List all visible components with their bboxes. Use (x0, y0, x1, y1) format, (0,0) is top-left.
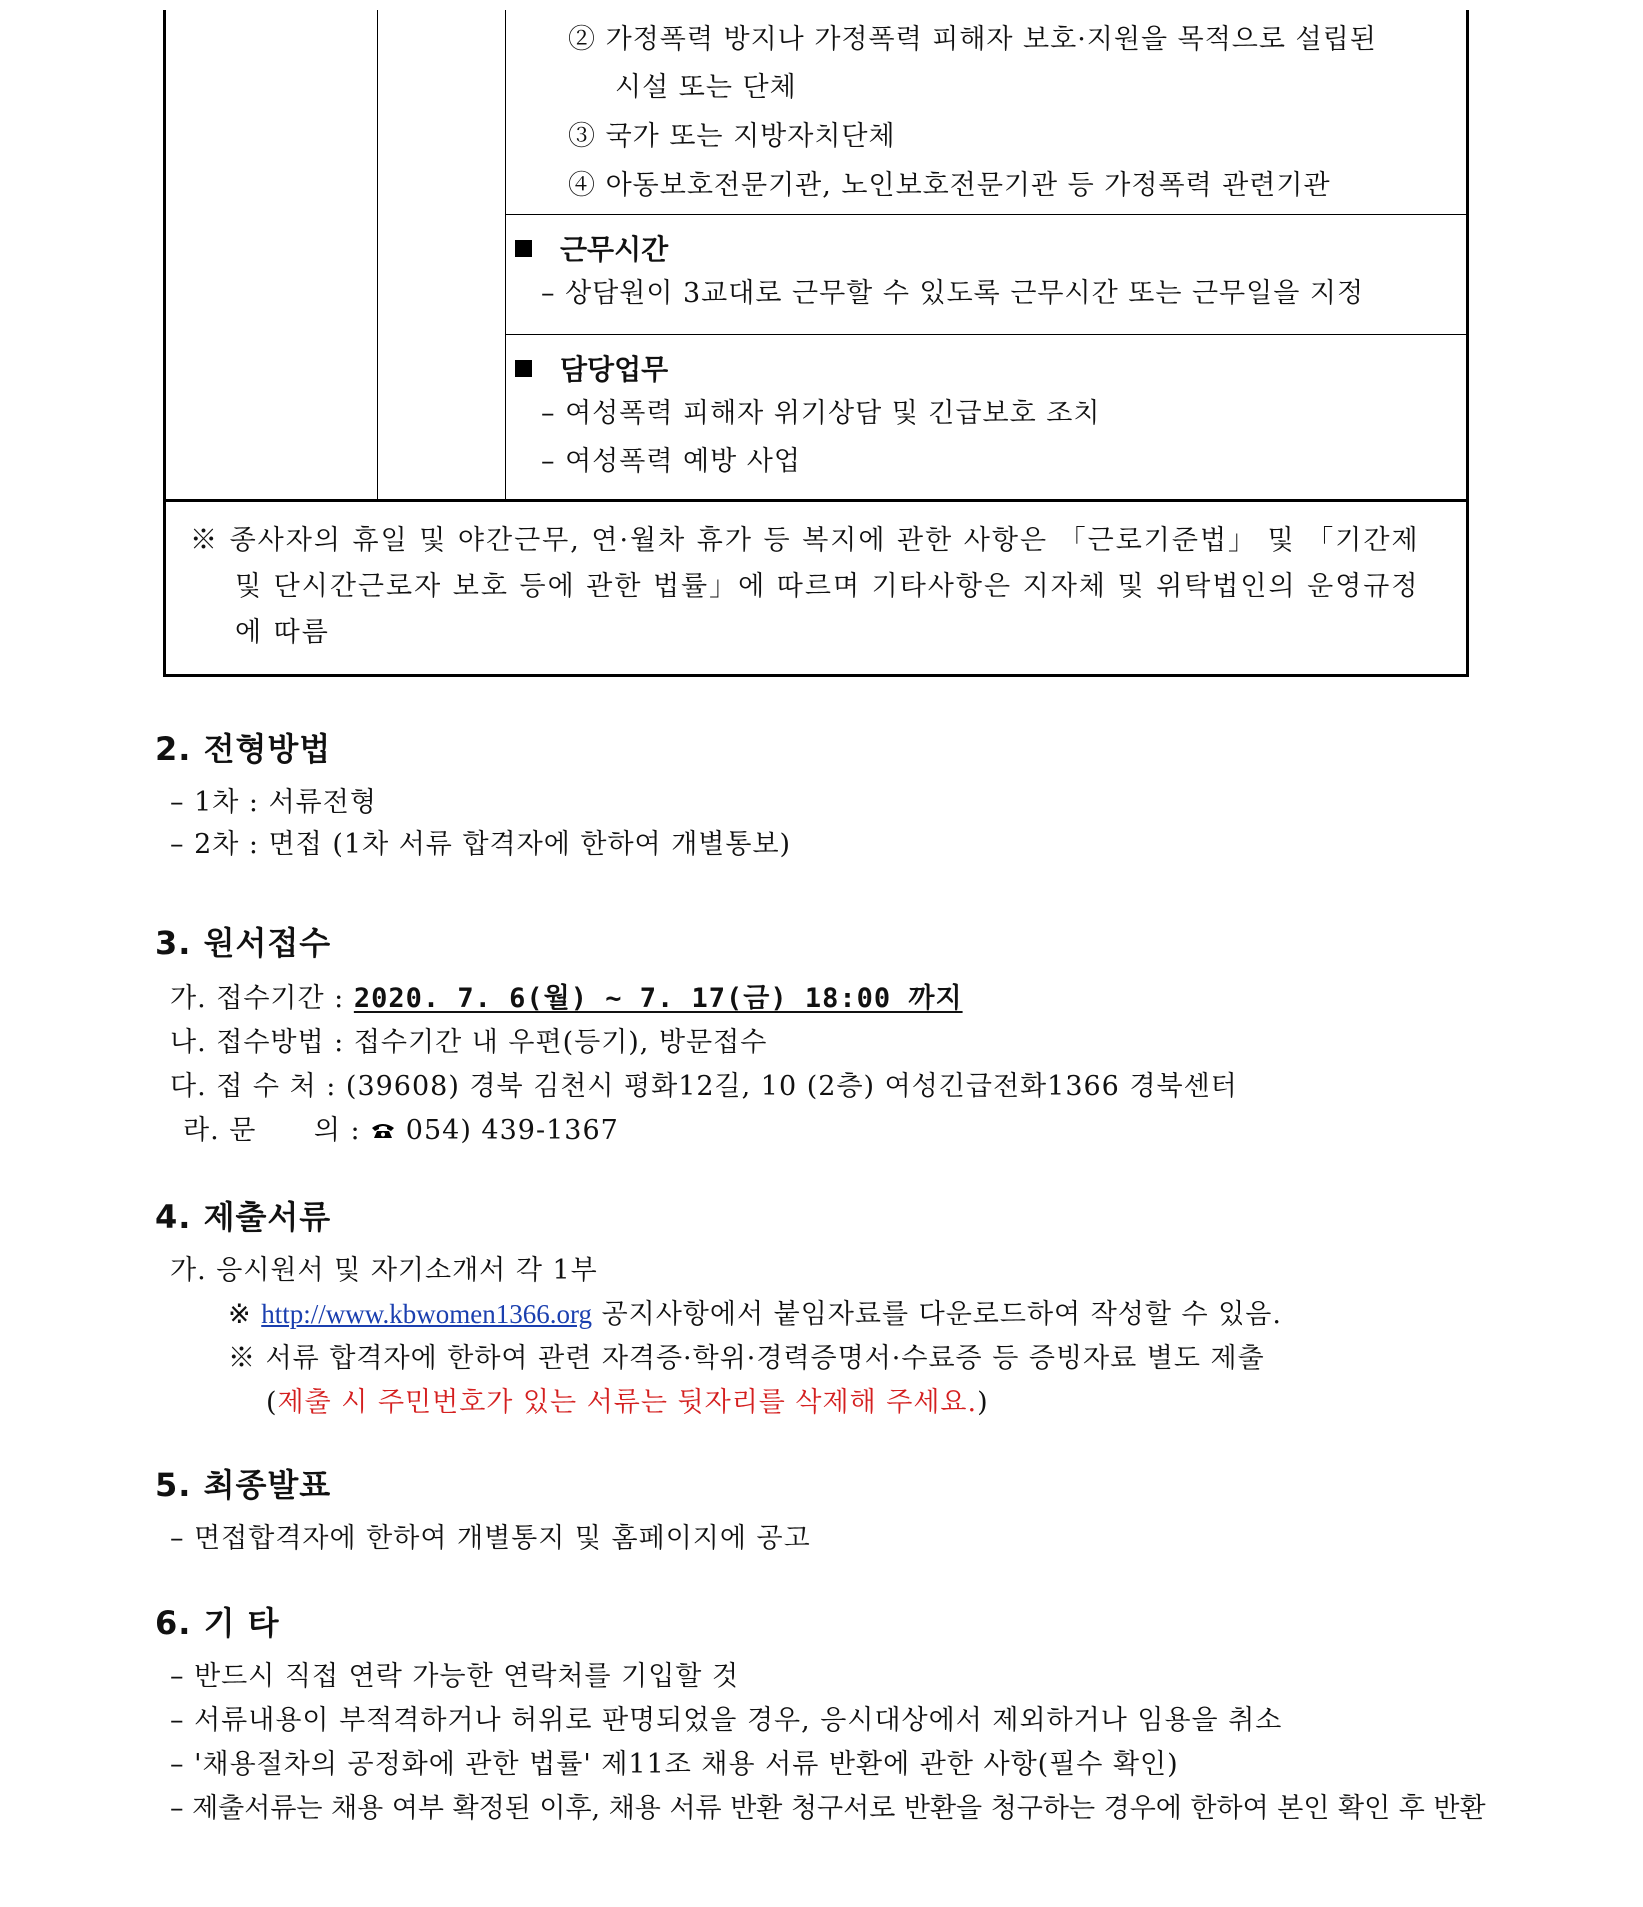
section-2-title: 2. 전형방법 (155, 730, 332, 768)
paren-close: ) (977, 1387, 989, 1418)
selection-step: – 1차 : 서류전형 (170, 787, 377, 818)
welfare-note (190, 518, 1450, 656)
welfare-note-line: ※ 종사자의 휴일 및 야간근무, 연·월차 휴가 등 복지에 관한 사항은 「근로기준법」 및 「기간제 (190, 525, 1420, 556)
section-6-title: 6. 기 타 (155, 1604, 280, 1642)
square-bullet-icon (515, 240, 532, 257)
final-announcement: – 면접합격자에 한하여 개별통지 및 홈페이지에 공고 (170, 1523, 811, 1554)
square-bullet-icon (515, 360, 532, 377)
welfare-note-line: 에 따름 (235, 617, 330, 648)
table-row-divider-1 (505, 214, 1469, 215)
work-hours-heading (515, 228, 668, 268)
phone-icon (370, 1122, 396, 1140)
table-note-divider (163, 499, 1469, 502)
duties-item: – 여성폭력 피해자 위기상담 및 긴급보호 조치 (541, 398, 1101, 429)
application-period (170, 976, 963, 1015)
privacy-warning: 제출 시 주민번호가 있는 서류는 뒷자리를 삭제해 주세요. (277, 1387, 978, 1418)
homepage-link[interactable]: http://www.kbwomen1366.org (261, 1299, 592, 1329)
section-4-title: 4. 제출서류 (155, 1198, 332, 1236)
contact-label: 라. 문 의 : (183, 1115, 361, 1146)
misc-item: – 서류내용이 부적격하거나 허위로 판명되었을 경우, 응시대상에서 제외하거나 임용을 취소 (170, 1705, 1283, 1736)
eligibility-item: ③ 국가 또는 지방자치단체 (568, 121, 896, 152)
paren-open: ( (266, 1387, 278, 1418)
misc-item: – 제출서류는 채용 여부 확정된 이후, 채용 서류 반환 청구서로 반환을 청구하는 경우에 한하여 본인 확인 후 반환 (170, 1793, 1486, 1824)
selection-step: – 2차 : 면접 (1차 서류 합격자에 한하여 개별통보) (170, 829, 792, 860)
misc-item: – '채용절차의 공정화에 관한 법률' 제11조 채용 서류 반환에 관한 사항(필수 확인) (170, 1749, 1179, 1780)
note-mark: ※ (228, 1299, 252, 1330)
misc-item: – 반드시 직접 연락 가능한 연락처를 기입할 것 (170, 1661, 740, 1692)
eligibility-item: ② 가정폭력 방지나 가정폭력 피해자 보호·지원을 목적으로 설립된 (568, 24, 1377, 55)
application-period-value: 2020. 7. 6(월) ~ 7. 17(금) 18:00 까지 (353, 983, 963, 1014)
section-3-title: 3. 원서접수 (155, 924, 332, 962)
section-5-title: 5. 최종발표 (155, 1466, 332, 1504)
privacy-note (266, 1380, 989, 1419)
download-note (228, 1292, 1282, 1331)
duties-item: – 여성폭력 예방 사업 (541, 446, 801, 477)
contact-info (183, 1108, 619, 1147)
work-hours-heading-label: 근무시간 (560, 233, 669, 266)
contact-value: 054) 439-1367 (405, 1115, 619, 1146)
welfare-note-line: 및 단시간근로자 보호 등에 관한 법률」에 따르며 기타사항은 지자체 및 위탁법인의 운영규정 (235, 571, 1420, 602)
required-document: 가. 응시원서 및 자기소개서 각 1부 (170, 1255, 598, 1286)
eligibility-item: 시설 또는 단체 (615, 72, 797, 103)
application-period-label: 가. 접수기간 : (170, 983, 345, 1014)
duties-heading (515, 348, 668, 388)
work-hours-item: – 상담원이 3교대로 근무할 수 있도록 근무시간 또는 근무일을 지정 (541, 278, 1365, 309)
certificate-note: ※ 서류 합격자에 한하여 관련 자격증·학위·경력증명서·수료증 등 증빙자료 별도 제출 (228, 1343, 1265, 1374)
download-note-text: 공지사항에서 붙임자료를 다운로드하여 작성할 수 있음. (601, 1299, 1282, 1330)
table-col-divider-2 (505, 10, 506, 500)
application-method: 나. 접수방법 : 접수기간 내 우편(등기), 방문접수 (170, 1027, 768, 1058)
table-row-divider-2 (505, 334, 1469, 335)
table-col-divider-1 (377, 10, 378, 500)
application-place: 다. 접 수 처 : (39608) 경북 김천시 평화12길, 10 (2층) 여성긴급전화1366 경북센터 (170, 1071, 1238, 1102)
eligibility-item: ④ 아동보호전문기관, 노인보호전문기관 등 가정폭력 관련기관 (568, 170, 1331, 201)
duties-heading-label: 담당업무 (560, 353, 669, 386)
